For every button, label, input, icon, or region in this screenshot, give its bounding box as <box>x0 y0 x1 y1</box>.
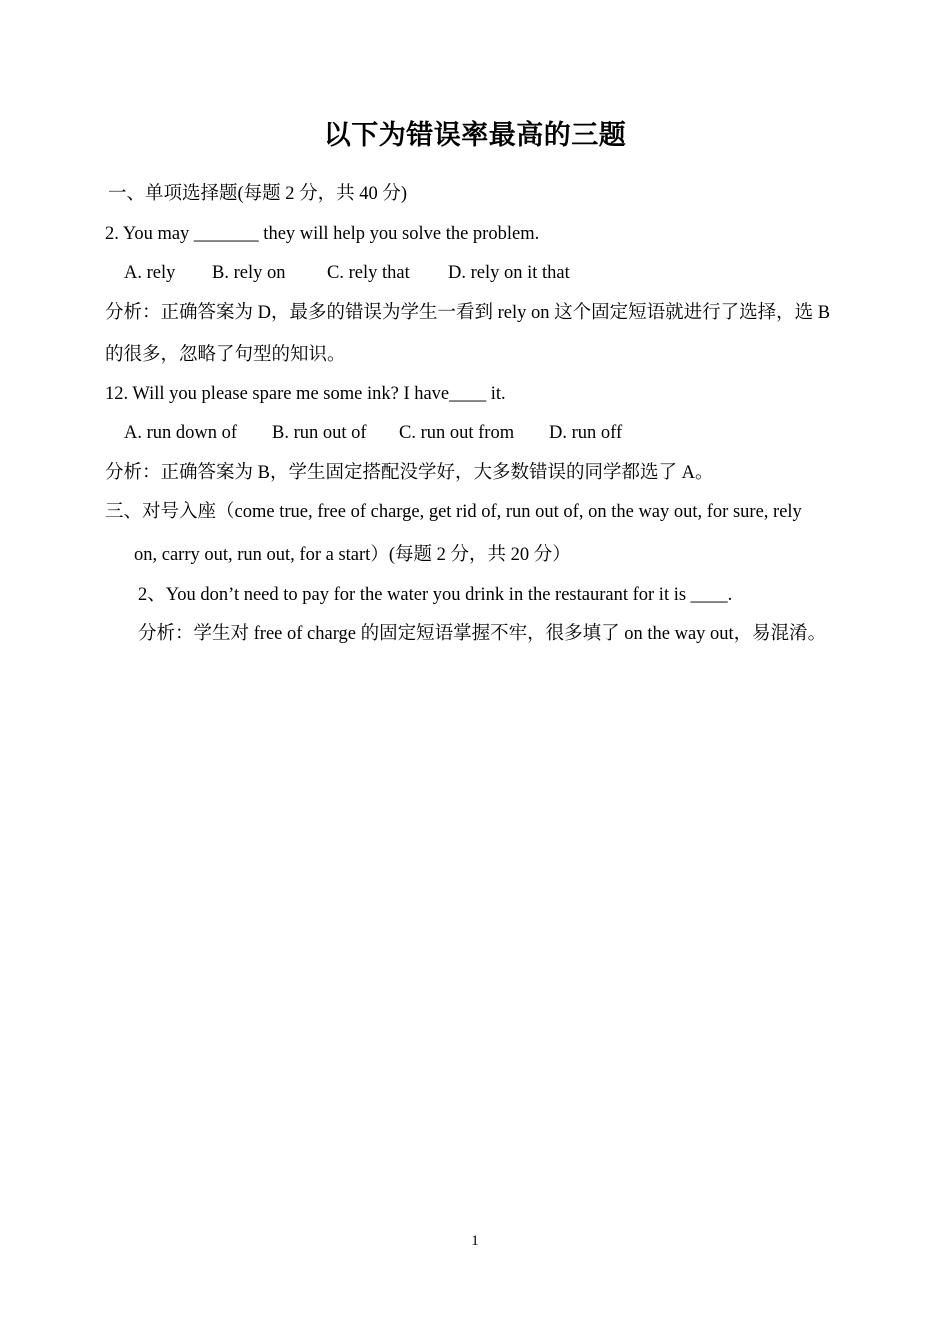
question-2-option-d: D. rely on it that <box>448 263 570 283</box>
section3-heading-line2: on, carry out, run out, for a start）(每题 2 分，共 20 分） <box>134 545 571 565</box>
page-number: 1 <box>471 1233 479 1249</box>
section3-heading-line1: 三、对号入座（come true, free of charge, get rid of, run out of, on the way out, for sure, rely <box>105 502 802 522</box>
question-2-analysis-line1: 分析：正确答案为 D，最多的错误为学生一看到 rely on 这个固定短语就进行了选择，选 B <box>105 303 831 323</box>
question-12-options <box>0 420 950 446</box>
question-12-option-a: A. run down of <box>124 423 238 443</box>
section3-question-2-analysis: 分析：学生对 free of charge 的固定短语掌握不牢，很多填了 on the way out，易混淆。 <box>138 624 827 644</box>
question-2-option-a: A. rely <box>124 263 176 283</box>
question-12-option-c: C. run out from <box>399 423 515 443</box>
question-12-analysis: 分析：正确答案为 B，学生固定搭配没学好，大多数错误的同学都选了 A。 <box>105 463 714 483</box>
question-2-analysis-line2: 的很多，忽略了句型的知识。 <box>105 345 346 365</box>
question-2-option-c: C. rely that <box>327 263 410 283</box>
page-title: 以下为错误率最高的三题 <box>323 120 627 151</box>
section3-question-2-stem: 2、You don’t need to pay for the water you drink in the restaurant for it is ____. <box>138 585 733 605</box>
question-12-option-d: D. run off <box>549 423 623 443</box>
question-2-stem: 2. You may _______ they will help you solve the problem. <box>105 224 540 244</box>
question-2-option-b: B. rely on <box>212 263 286 283</box>
question-2-options <box>0 260 950 286</box>
question-12-stem: 12. Will you please spare me some ink? I have____ it. <box>105 384 506 404</box>
question-12-option-b: B. run out of <box>272 423 367 443</box>
section1-heading: 一、单项选择题(每题 2 分，共 40 分) <box>108 184 408 204</box>
